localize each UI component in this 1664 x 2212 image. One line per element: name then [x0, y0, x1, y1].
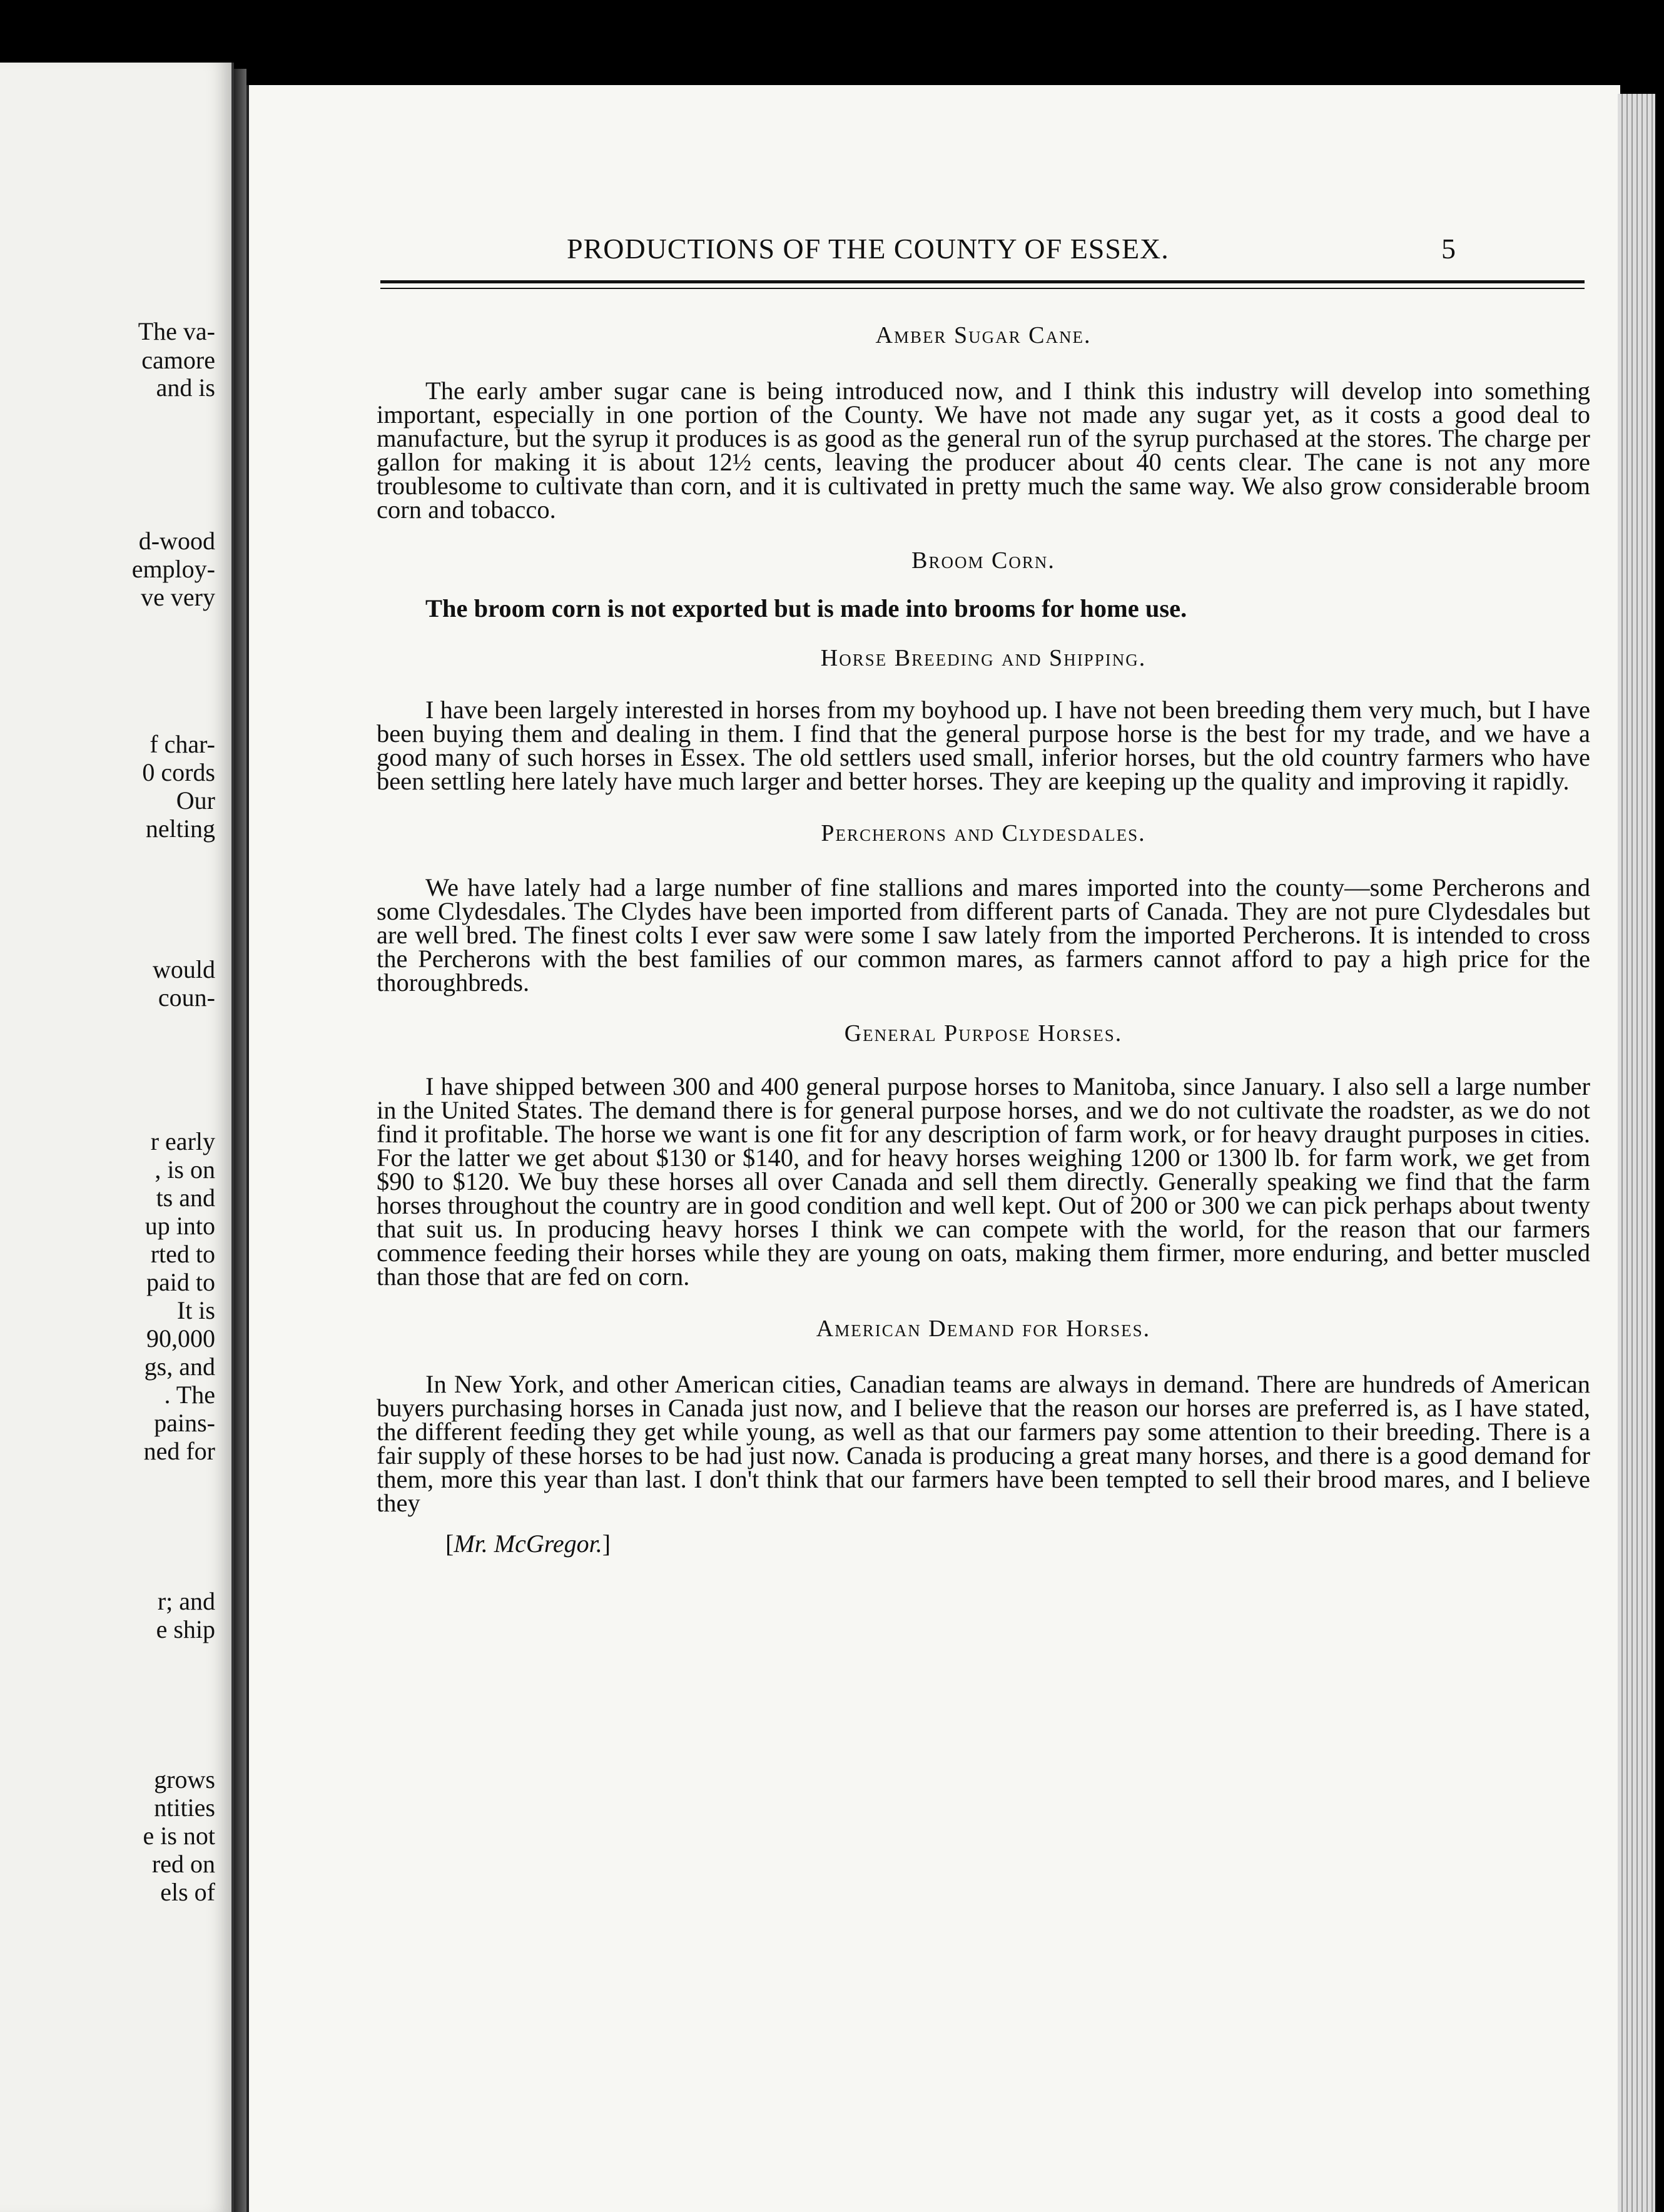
section-general-purpose-horses	[377, 1015, 1590, 1289]
book-gutter	[234, 69, 246, 2212]
left-page-fragment: 90,000	[146, 1324, 215, 1352]
signature-close-bracket: ]	[602, 1530, 611, 1558]
section-paragraph: I have been largely interested in horses from my boyhood up. I have not been breeding them very much, but I have been buying them and dealing in them. I find that the general purpose horse is the best for my trade, and we have a good many of such horses in Essex. The old settlers used small, inferior horses, but the old country farmers who have been settling here lately have much larger and better horses. They are keeping up the quality and improving it rapidly.	[377, 696, 1590, 795]
section-heading: General Purpose Horses.	[844, 1020, 1123, 1047]
section-broom-corn	[377, 542, 1590, 621]
left-page-fragment: and is	[156, 373, 215, 402]
left-page-fragment: rted to	[150, 1240, 215, 1268]
section-paragraph: We have lately had a large number of fine stallions and mares imported into the county—some Percherons and some Clydesdales. The Clydes have been imported from different parts of Canada. They are not pure Clydesdales but are well bred. The finest colts I ever saw were some I saw lately from the imported Percherons. It is intended to cross the Percherons with the best families of our common mares, as farmers cannot afford to pay a high price for the thoroughbreds.	[377, 873, 1590, 997]
section-percherons-clydesdales	[377, 814, 1590, 995]
left-page-fragment: would	[153, 955, 215, 983]
left-page-fragment: d-wood	[138, 527, 215, 555]
left-page-fragment: red on	[151, 1850, 215, 1878]
left-page-fragment: Our	[176, 786, 215, 814]
main-page	[246, 85, 1620, 2212]
section-heading: American Demand for Horses.	[816, 1316, 1151, 1342]
section-paragraph: In New York, and other American cities, Canadian teams are always in demand. There are hundreds of American buyers purchasing horses in Canada just now, and I believe that the reason our horses are preferred is, as I have stated, the different feeding they get while young, as well as that our farmers pay some attention to their breeding. There is a fair supply of these horses to be had just now. Canada is producing a great many horses, and there is a good demand for them, more this year than last. I don't think that our farmers have been tempted to sell their brood mares, and I believe they	[377, 1370, 1590, 1517]
left-page-fragment: coun-	[158, 983, 215, 1012]
left-page-fragment: ts and	[156, 1184, 215, 1212]
left-page-fragment: ntities	[154, 1793, 215, 1822]
section-horse-breeding	[377, 639, 1590, 793]
left-page-fragment: ned for	[143, 1437, 215, 1465]
left-page-fragment: gs, and	[144, 1352, 215, 1381]
left-page-fragment: r early	[150, 1127, 215, 1155]
section-heading: Broom Corn.	[911, 547, 1055, 574]
left-page-fragment: r; and	[157, 1587, 215, 1615]
left-page-fragment: . The	[164, 1381, 215, 1409]
left-page-fragment: els of	[160, 1878, 215, 1906]
section-amber-sugar-cane	[377, 317, 1590, 522]
header-rule-thick	[380, 280, 1585, 283]
section-heading: Amber Sugar Cane.	[875, 322, 1092, 348]
left-page-fragment: It is	[176, 1296, 215, 1324]
section-american-demand	[377, 1310, 1590, 1515]
left-page-fragment: nelting	[145, 814, 215, 843]
section-heading: Percherons and Clydesdales.	[821, 820, 1146, 846]
left-page-fragment: pains-	[154, 1409, 215, 1437]
left-page-fragment: 0 cords	[142, 758, 215, 786]
left-page-fragment: paid to	[146, 1268, 215, 1296]
left-page-fragment: The va-	[138, 317, 215, 345]
speaker-signature	[445, 1529, 1590, 1558]
page-body	[377, 317, 1590, 1558]
section-paragraph: The broom corn is not exported but is made into brooms for home use.	[425, 594, 1187, 622]
section-heading: Horse Breeding and Shipping.	[820, 645, 1147, 671]
left-page-fragment: grows	[154, 1765, 215, 1793]
left-facing-page	[0, 63, 234, 2212]
page-stack-edge	[1618, 94, 1655, 2212]
left-page-fragment: up into	[145, 1212, 215, 1240]
page-title: PRODUCTIONS OF THE COUNTY OF ESSEX.	[567, 233, 1169, 265]
left-page-fragment: camore	[141, 346, 215, 374]
left-page-fragment: e ship	[156, 1615, 215, 1643]
left-page-fragment: employ-	[131, 555, 215, 583]
signature-open-bracket: [	[445, 1530, 454, 1558]
signature-name: Mr. McGregor.	[454, 1530, 602, 1558]
left-page-fragment: , is on	[155, 1155, 215, 1184]
header-rule-thin	[380, 288, 1585, 289]
left-page-fragment: ve very	[141, 583, 215, 611]
section-paragraph: The early amber sugar cane is being introduced now, and I think this industry will develop into something important, especially in one portion of the County. We have not made any sugar yet, as it costs a good deal to manufacture, but the syrup it produces is as good as the general run of the syrup purchased at the stores. The charge per gallon for making it is about 12½ cents, leaving the producer about 40 cents clear. The cane is not any more troublesome to cultivate than corn, and it is cultivated in pretty much the same way. We also grow considerable broom corn and tobacco.	[377, 377, 1590, 524]
page-number: 5	[1441, 233, 1456, 265]
section-paragraph: I have shipped between 300 and 400 general purpose horses to Manitoba, since January. I also sell a large number in the United States. The demand there is for general purpose horses, and we do not cultivate the roadster, as we do not find it profitable. The horse we want is one fit for any description of farm work, or for heavy draught purposes in cities. For the latter we get about $130 or $140, and for heavy horses weighing 1200 or 1300 lb. for farm work, we get from $90 to $120. We buy these horses all over Canada and sell them directly. Generally speaking we find that the farm horses throughout the country are in good condition and well kept. Out of 200 or 300 we can pick perhaps about twenty that suit us. In producing heavy horses I think we can compete with the world, for the reason that our farmers commence feeding their horses while they are young on oats, making them firmer, more enduring, and better muscled than those that are fed on corn.	[377, 1072, 1590, 1291]
left-page-fragment: e is not	[143, 1822, 215, 1850]
left-page-fragment: f char-	[150, 730, 215, 758]
